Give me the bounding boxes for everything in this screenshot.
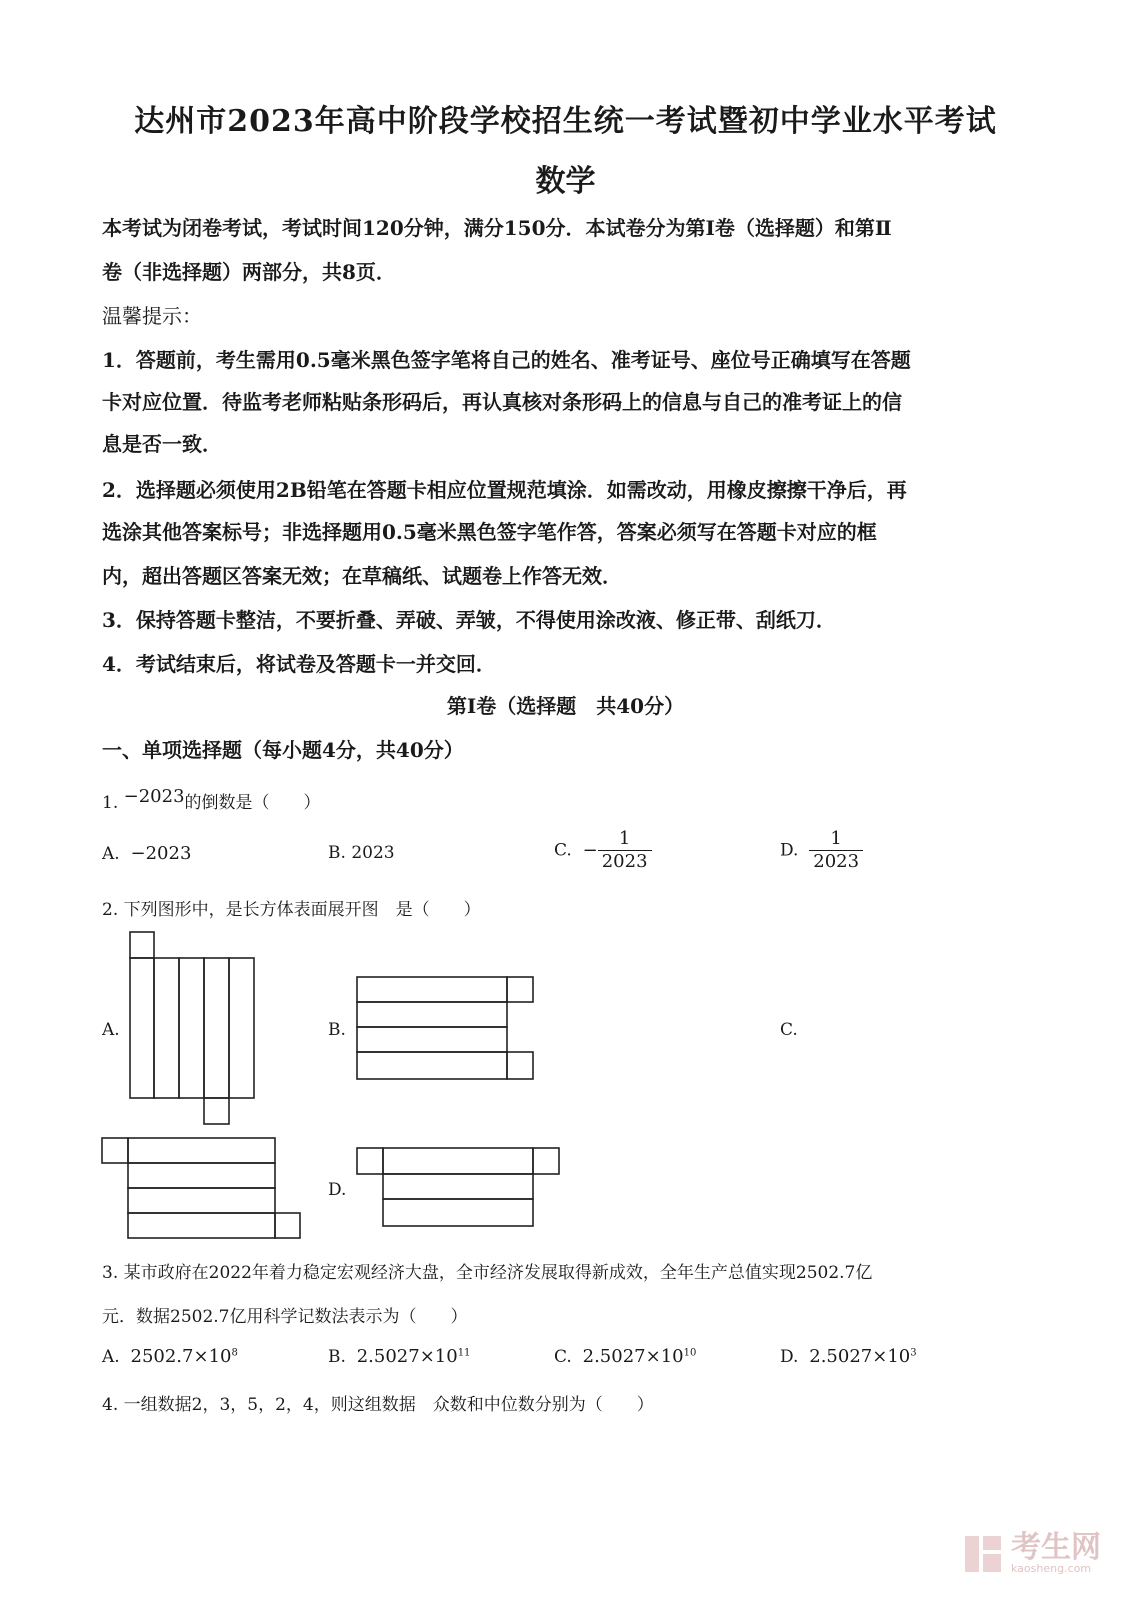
q2-option-c-label: C. bbox=[780, 1020, 798, 1040]
q1-option-c: C. − $\frac{1}{2023}$ bbox=[554, 828, 652, 873]
section-heading: 一、单项选择题（每小题4分，共40分） bbox=[102, 738, 464, 762]
fig-c-strip-1 bbox=[128, 1138, 275, 1163]
fig-a-column-4 bbox=[204, 958, 229, 1098]
fig-c-bottom-flap bbox=[275, 1213, 300, 1238]
q1-number: 1. bbox=[102, 793, 124, 813]
part1-heading: 第Ⅰ卷（选择题 共40分） bbox=[446, 694, 685, 718]
fig-b-strip-4 bbox=[357, 1052, 507, 1079]
question-3-line-2: 元．数据2502.7亿用科学记数法表示为（ ） bbox=[102, 1307, 468, 1327]
fig-a-column-2 bbox=[154, 958, 179, 1098]
fig-c-strip-3 bbox=[128, 1188, 275, 1213]
fig-d-strip-3 bbox=[383, 1199, 533, 1226]
q3-option-d: D. $2.5027\times 10^3$ bbox=[780, 1346, 917, 1367]
fig-a-top-flap bbox=[130, 932, 154, 958]
tip-heading: 温馨提示： bbox=[102, 304, 202, 328]
tip-2-line-1: 2．选择题必须使用2B铅笔在答题卡相应位置规范填涂．如需改动，用橡皮擦擦干净后，再 bbox=[102, 478, 907, 502]
watermark-url: kaosheng.com bbox=[1011, 1562, 1092, 1575]
q2-option-d-label: D. bbox=[328, 1180, 347, 1200]
watermark bbox=[963, 1530, 1101, 1575]
question-1 bbox=[102, 788, 321, 813]
fig-b-strip-3 bbox=[357, 1027, 507, 1052]
fig-a-column-1 bbox=[130, 958, 154, 1098]
q2-figure-a bbox=[128, 930, 258, 1126]
fig-d-strip-2 bbox=[383, 1174, 533, 1199]
question-3-line-1: 3. 某市政府在2022年着力稳定宏观经济大盘，全市经济发展取得新成效，全年生产总值实现2502.7亿 bbox=[102, 1263, 873, 1283]
fig-c-strip-2 bbox=[128, 1163, 275, 1188]
fig-b-bottom-flap bbox=[507, 1052, 533, 1079]
q3-option-a: A. $2502.7\times 10^8$ bbox=[102, 1346, 238, 1367]
tip-1-line-3: 息是否一致． bbox=[102, 432, 222, 456]
q1-option-b: B. 2023 bbox=[328, 843, 395, 863]
q2-figure-d bbox=[355, 1146, 563, 1230]
question-4: 4. 一组数据2，3，5，2，4，则这组数据 众数和中位数分别为（ ） bbox=[102, 1395, 654, 1415]
q1-d-fraction: $\frac{1}{2023}$ bbox=[809, 828, 863, 873]
q1-text: 的倒数是（ ） bbox=[184, 793, 321, 813]
q2-figure-b bbox=[355, 975, 537, 1083]
fig-b-top-flap bbox=[507, 977, 533, 1002]
subject-title: 数学 bbox=[535, 164, 596, 199]
fig-d-left-flap bbox=[357, 1148, 383, 1174]
q2-option-b-label: B. bbox=[328, 1020, 346, 1040]
tip-1-line-2: 卡对应位置．待监考老师粘贴条形码后，再认真核对条形码上的信息与自己的准考证上的信 bbox=[102, 390, 902, 414]
fig-a-bottom-flap bbox=[204, 1098, 229, 1124]
q2-figure-c bbox=[100, 1136, 304, 1242]
q1-option-a: A. −2023 bbox=[102, 843, 192, 864]
intro-line-2: 卷（非选择题）两部分，共8页． bbox=[102, 260, 396, 284]
fig-b-strip-1 bbox=[357, 977, 507, 1002]
fig-c-top-flap bbox=[102, 1138, 128, 1163]
watermark-brand: 考生网 bbox=[1011, 1530, 1101, 1565]
q1-a-value: −2023 bbox=[130, 843, 192, 864]
question-2: 2. 下列图形中，是长方体表面展开图 是（ ） bbox=[102, 900, 481, 920]
fig-a-column-3 bbox=[179, 958, 204, 1098]
q1-option-d: D. $\frac{1}{2023}$ bbox=[780, 828, 863, 873]
fig-b-strip-2 bbox=[357, 1002, 507, 1027]
tip-1-line-1: 1．答题前，考生需用0.5毫米黑色签字笔将自己的姓名、准考证号、座位号正确填写在答题 bbox=[102, 348, 911, 372]
intro-line-1: 本考试为闭卷考试，考试时间120分钟，满分150分．本试卷分为第Ⅰ卷（选择题）和第Ⅱ bbox=[102, 216, 892, 240]
q1-c-fraction: $\frac{1}{2023}$ bbox=[598, 828, 652, 873]
q3-option-b: B. $2.5027\times 10^{11}$ bbox=[328, 1346, 471, 1367]
tip-3: 3．保持答题卡整洁，不要折叠、弄破、弄皱，不得使用涂改液、修正带、刮纸刀． bbox=[102, 608, 836, 632]
tip-2-line-3: 内，超出答题区答案无效；在草稿纸、试题卷上作答无效． bbox=[102, 564, 622, 588]
q1-b-value: 2023 bbox=[351, 843, 395, 863]
watermark-logo-icon bbox=[963, 1534, 1003, 1574]
tip-2-line-2: 选涂其他答案标号；非选择题用0.5毫米黑色签字笔作答，答案必须写在答题卡对应的框 bbox=[102, 520, 877, 544]
q2-option-a-label: A. bbox=[102, 1020, 120, 1040]
q3-option-c: C. $2.5027\times 10^{10}$ bbox=[554, 1346, 697, 1367]
tip-4: 4．考试结束后，将试卷及答题卡一并交回． bbox=[102, 652, 496, 676]
exam-title: 达州市2023年高中阶段学校招生统一考试暨初中学业水平考试 bbox=[134, 104, 997, 139]
fig-a-column-5 bbox=[229, 958, 254, 1098]
q1-math: −2023 bbox=[123, 786, 185, 807]
fig-c-strip-4 bbox=[128, 1213, 275, 1238]
fig-d-strip-1 bbox=[383, 1148, 533, 1174]
fig-d-right-flap bbox=[533, 1148, 559, 1174]
